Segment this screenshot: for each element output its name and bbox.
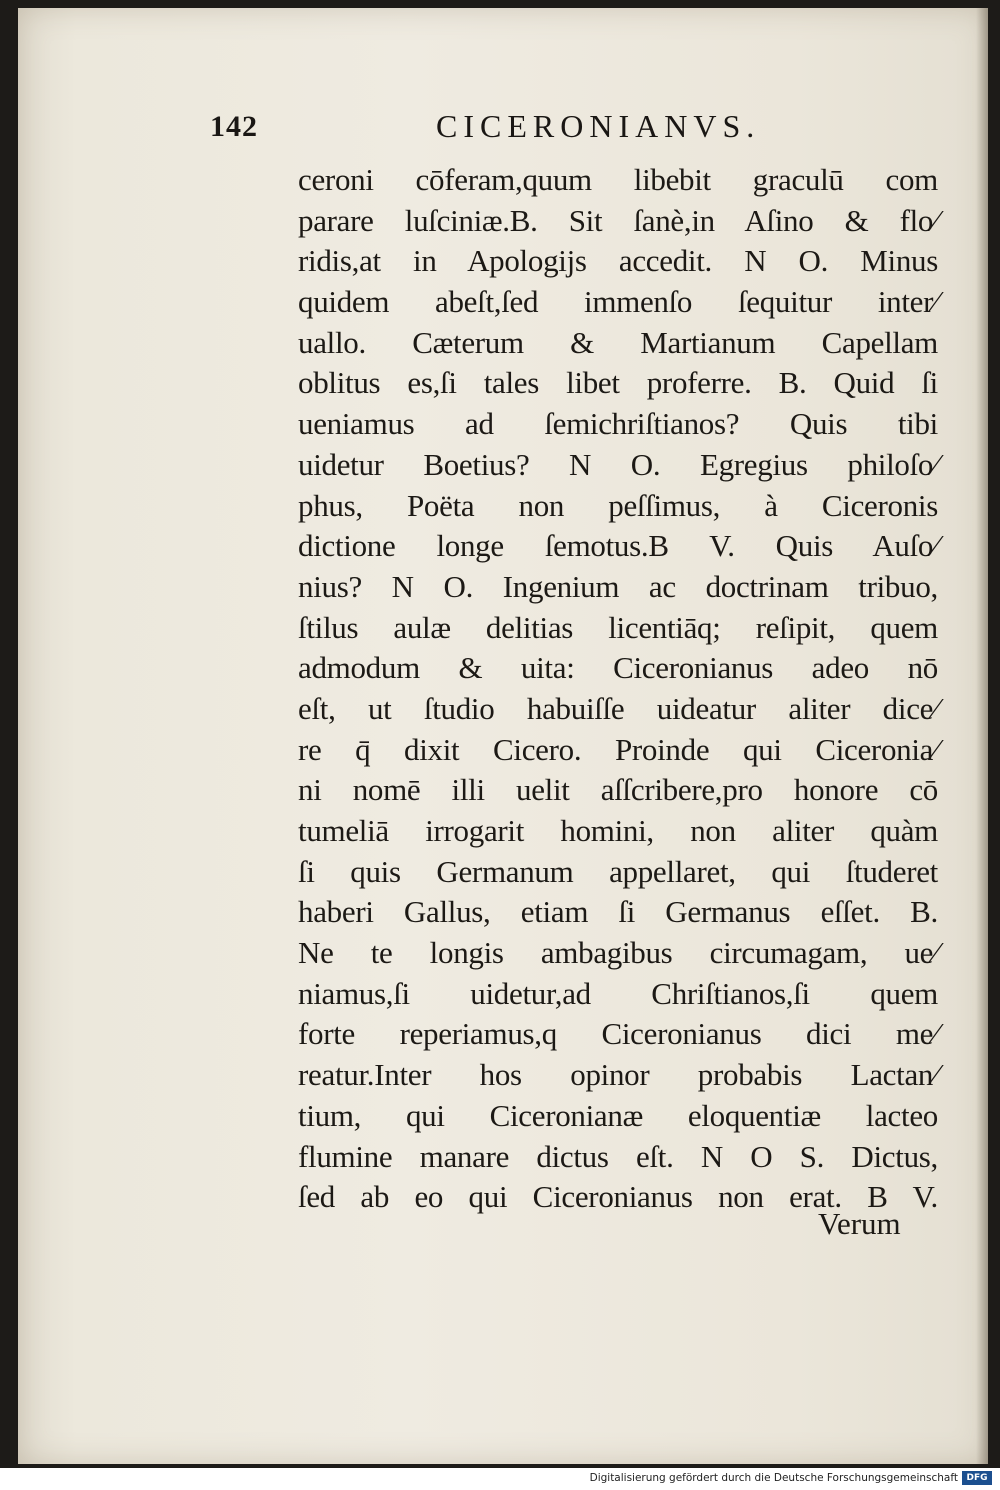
text-line: ceroni cōferam,quum libebit graculū com	[298, 162, 938, 197]
text-line: quidem abeſt,ſed immenſo ſequitur inter⁄	[298, 284, 938, 320]
page-edge-shadow	[976, 8, 988, 1464]
text-line: admodum & uita: Ciceronianus adeo nō	[298, 650, 938, 686]
text-line: ſi quis Germanum appellaret, qui ſtuderet	[298, 853, 938, 889]
text-line: ſtilus aulæ delitias licentiāq; reſipit, quem	[298, 609, 938, 645]
text-line: ridis,at in Apologijs accedit. N O. Minus	[298, 243, 938, 279]
text-line: forte reperiamus,q Ciceronianus dici me⁄	[298, 1016, 938, 1052]
text-line: parare luſciniæ.B. Sit ſanè,in Aſino & flo⁄	[298, 202, 938, 238]
text-line: uallo. Cæterum & Martianum Capellam	[298, 324, 938, 360]
text-line: re q̄ dixit Cicero. Proinde qui Ciceronia⁄	[298, 731, 938, 767]
page-number: 142	[210, 110, 258, 143]
text-line: eſt, ut ſtudio habuiſſe uideatur aliter dice⁄	[298, 690, 938, 726]
text-line: ni nomē illi uelit aſſcribere,pro honore cō	[298, 772, 938, 808]
text-line: tumeliā irrogarit homini, non aliter quàm	[298, 813, 938, 848]
digitization-credit: Digitalisierung gefördert durch die Deutsche Forschungsgemeinschaft	[589, 1472, 958, 1484]
text-line: oblitus es,ſi tales libet proferre. B. Quid ſi	[298, 365, 938, 401]
text-line: uidetur Boetius? N O. Egregius philoſo⁄	[298, 446, 938, 482]
text-line: tium, qui Ciceronianæ eloquentiæ lacteo	[298, 1097, 938, 1133]
body-text	[298, 160, 938, 1218]
text-line: nius? N O. Ingenium ac doctrinam tribuo,	[298, 568, 938, 604]
dfg-logo-icon: DFG	[962, 1471, 992, 1485]
text-line: niamus,ſi uidetur,ad Chriſtianos,ſi quem	[298, 975, 938, 1011]
text-line: flumine manare dictus eſt. N O S. Dictus,	[298, 1138, 938, 1174]
running-title: CICERONIANVS.	[436, 108, 761, 144]
text-line: reatur.Inter hos opinor probabis Lactan⁄	[298, 1057, 938, 1093]
text-line: ueniamus ad ſemichriſtianos? Quis tibi	[298, 406, 938, 442]
running-head	[210, 108, 830, 148]
text-line: Ne te longis ambagibus circumagam, ue⁄	[298, 935, 938, 971]
text-line: dictione longe ſemotus.B V. Quis Auſo⁄	[298, 528, 938, 564]
footer-bar	[0, 1468, 1000, 1490]
catchword: Verum	[818, 1206, 901, 1241]
text-line: haberi Gallus, etiam ſi Germanus eſſet. B.	[298, 894, 938, 930]
text-line: phus, Poëta non peſſimus, à Ciceronis	[298, 487, 938, 523]
text-line: ſed ab eo qui Ciceronianus non erat. B V.	[298, 1179, 938, 1215]
